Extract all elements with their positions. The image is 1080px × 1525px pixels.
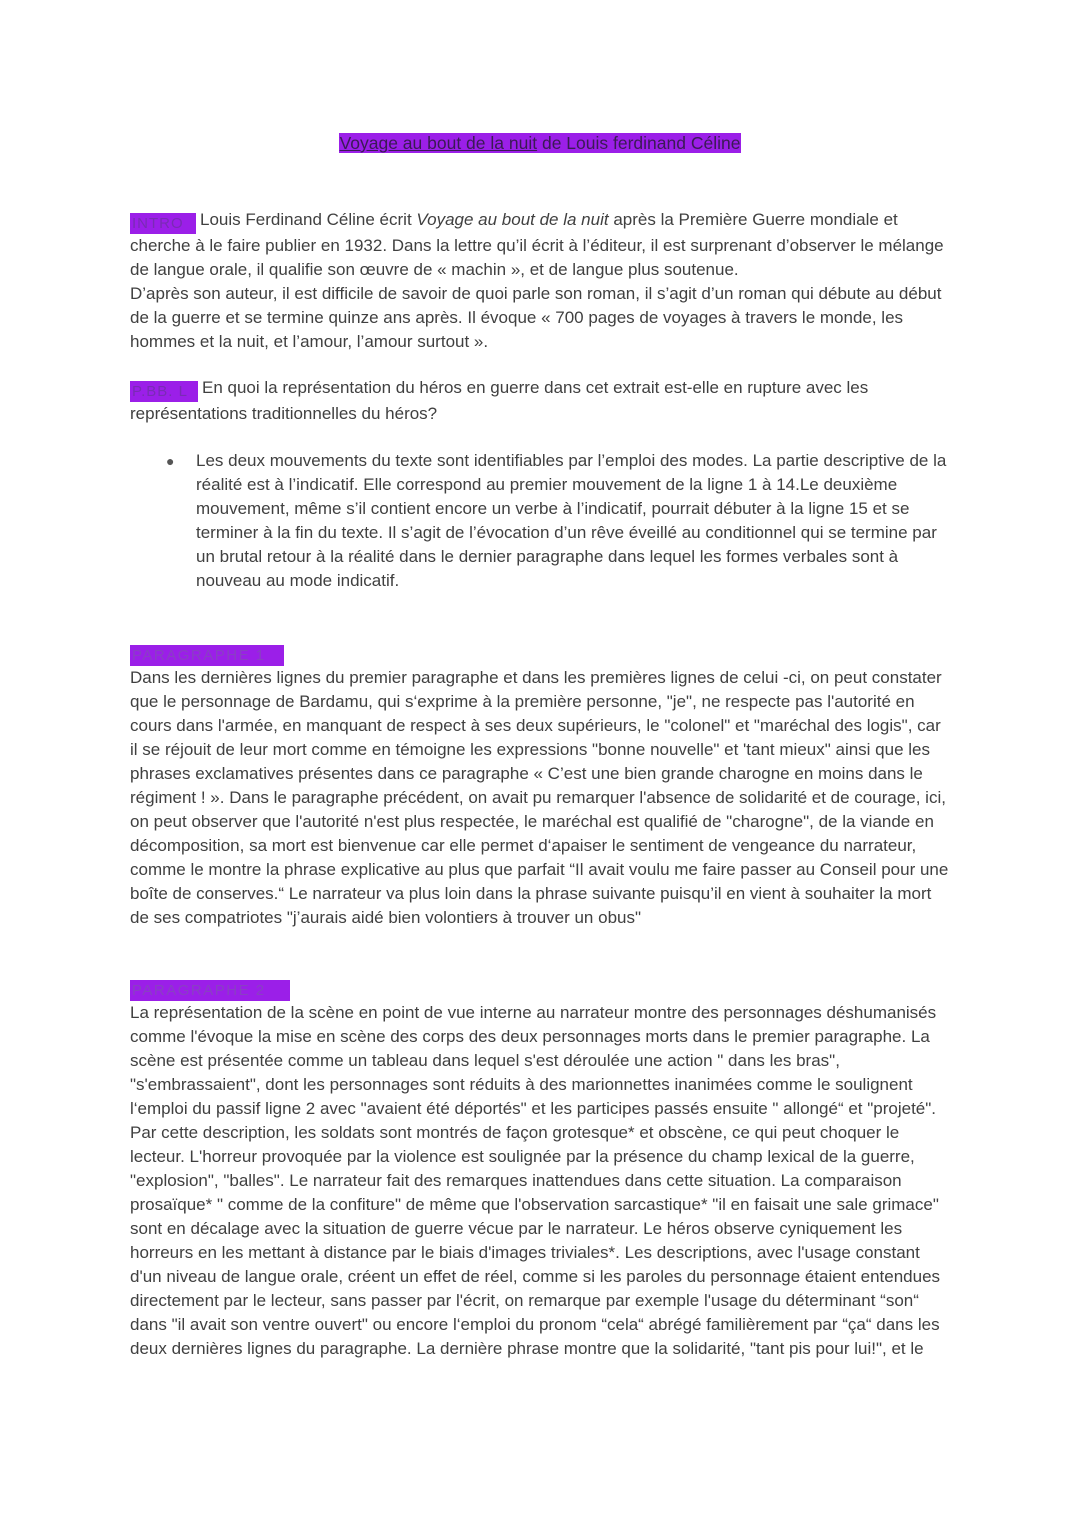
title-book-name: Voyage au bout de la nuit [339, 133, 538, 153]
list-item [130, 449, 950, 593]
paragraphe-2-tag: PARAGRAPHE 2 [130, 980, 290, 1001]
paragraphe-2-section [130, 975, 950, 1361]
list-item-text: Les deux mouvements du texte sont identifiables par l’emploi des modes. La partie descriptive de la réalité est à l’indicatif. Elle correspond au premier mouvement de la ligne 1 à 14.Le deuxième mouvement, même s’il contient encore un verbe à l’indicatif, pourrait débuter à la ligne 15 et se terminer à la fin du texte. Il s’agit de l’évocation d’un rêve éveillé au conditionnel qui se termine par un brutal retour à la réalité dans le dernier paragraphe dans lequel les formes verbales sont à nouveau au mode indicatif. [196, 451, 947, 590]
intro-section [130, 208, 950, 354]
intro-text-before: Louis Ferdinand Céline écrit [200, 210, 417, 229]
paragraphe-1-text: Dans les dernières lignes du premier paragraphe et dans les premières lignes de celui -ci, on peut constater que le personnage de Bardamu, qui s‘exprime à la première personne, "je", ne respecte pas l'autorité en cours dans l'armée, en manquant de respect à ses deux supérieurs, le "colonel" et "maréchal des logis", car il se réjouit de leur mort comme en témoigne les expressions "bonne nouvelle" et 'tant mieux" ainsi que les phrases exclamatives présentes dans ce paragraphe « C’est une bien grande charogne en moins dans le régiment ! ». Dans le paragraphe précédent, on avait pu remarquer l'absence de solidarité et de courage, ici, on peut observer que l'autorité n'est plus respectée, le maréchal est qualifié de "charogne", de la viande en décomposition, sa mort est bienvenue car elle permet d‘apaiser le sentiment de vengeance du narrateur, comme le montre la phrase explicative au plus que parfait “Il avait voulu me faire passer au Conseil pour une boîte de conserves.“ Le narrateur va plus loin dans la phrase suivante puisqu’il en vient à souhaiter la mort de ses compatriotes "j’aurais aidé bien volontiers à trouver un obus" [130, 668, 949, 927]
movements-list [130, 449, 950, 593]
problematique-text: En quoi la représentation du héros en guerre dans cet extrait est-elle en rupture avec les représentations traditionnelles du héros? [130, 378, 869, 423]
problematique-tag: P.BB. L [130, 381, 198, 402]
problematique-section [130, 376, 950, 426]
paragraphe-1-tag: PARAGRAPHE 1 [130, 645, 284, 666]
paragraphe-2-text: La représentation de la scène en point de vue interne au narrateur montre des personnages déshumanisés comme l'évoque la mise en scène des corps des deux personnages morts dans le premier paragraphe. La scène est présentée comme un tableau dans lequel s'est déroulée une action " dans les bras", "s'embrassaient", dont les personnages sont réduits à des marionnettes inanimées comme le soulignent l‘emploi du passif ligne 2 avec "avaient été déportés" et les participes passés ensuite " allongé“ et "projeté". Par cette description, les soldats sont montrés de façon grotesque* et obscène, ce qui peut choquer le lecteur. L'horreur provoquée par la violence est soulignée par la présence du champ lexical de la guerre, "explosion", "balles". Le narrateur fait des remarques inattendues dans cette situation. La comparaison prosaïque* " comme de la confiture" de même que l'observation sarcastique* "il en faisait une sale grimace" sont en décalage avec la situation de guerre vécue par le narrateur. Le héros observe cyniquement les horreurs en les mettant à distance par le biais d'images triviales*. Les descriptions, avec l'usage constant d'un niveau de langue orale, créent un effet de réel, comme si les paroles du personnage étaient entendues directement par le lecteur, sans passer par l'écrit, on remarque par exemple l'usage du déterminant “son“ dans "il avait son ventre ouvert" ou encore l‘emploi du pronom “cela“ abrégé familièrement par “ça“ dans les deux dernières lignes du paragraphe. La dernière phrase montre que la solidarité, "tant pis pour lui!", et le [130, 1003, 941, 1358]
document-title [130, 131, 950, 155]
intro-book-title: Voyage au bout de la nuit [416, 210, 609, 229]
intro-text-after: après la Première Guerre mondiale et cherche à le faire publier en 1932. Dans la lettre qu’il écrit à l’éditeur, il est surprenant d’observer le mélange de langue orale, il qualifie son œuvre de « machin », et de langue plus soutenue. [130, 210, 944, 279]
paragraphe-1-section [130, 640, 950, 930]
title-author: de Louis ferdinand Céline [537, 133, 741, 153]
intro-tag: INTRO [130, 213, 196, 234]
intro-paragraph-2: D’après son auteur, il est difficile de savoir de quoi parle son roman, il s’agit d’un roman qui débute au début de la guerre et se termine quinze ans après. Il évoque « 700 pages de voyages à travers le monde, les hommes et la nuit, et l’amour, l’amour surtout ». [130, 284, 942, 351]
title-highlight [339, 133, 742, 153]
bullet-icon: ● [166, 453, 175, 469]
